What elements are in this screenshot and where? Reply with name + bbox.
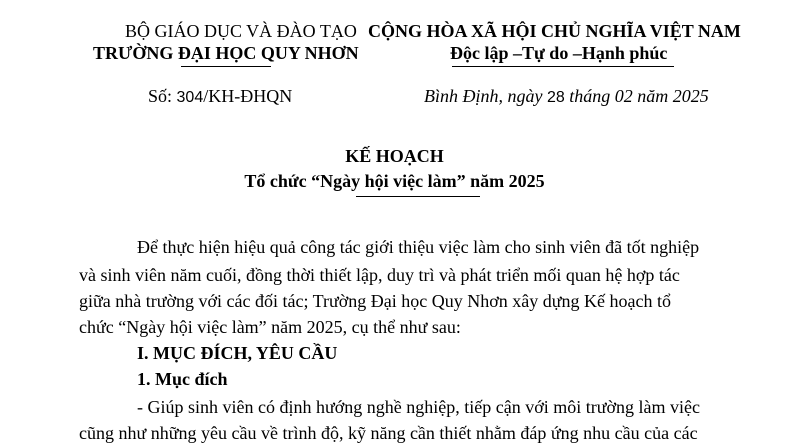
date-day: 28 <box>547 89 565 106</box>
purpose-line-2: cũng như những yêu cầu về trình độ, kỹ năng cần thiết nhằm đáp ứng nhu cầu của các <box>79 423 698 443</box>
reference-suffix: /KH-ĐHQN <box>203 86 293 106</box>
motto: Độc lập –Tự do –Hạnh phúc <box>450 43 668 63</box>
document-date <box>424 87 709 106</box>
intro-line-4: chức “Ngày hội việc làm” năm 2025, cụ thể như sau: <box>79 317 461 337</box>
country-name: CỘNG HÒA XÃ HỘI CHỦ NGHĨA VIỆT NAM <box>368 21 741 41</box>
date-rest: tháng 02 năm 2025 <box>564 86 709 106</box>
ministry-name: BỘ GIÁO DỤC VÀ ĐÀO TẠO <box>125 21 357 41</box>
intro-line-2: và sinh viên năm cuối, đồng thời thiết lập, duy trì và phát triển mối quan hệ hợp tác <box>79 265 680 285</box>
document-title: KẾ HOẠCH <box>345 146 444 166</box>
reference-prefix: Số: <box>148 86 177 106</box>
reference-number <box>148 87 292 106</box>
subsection-heading: 1. Mục đích <box>137 369 228 389</box>
intro-line-3: giữa nhà trường với các đối tác; Trường Đại học Quy Nhơn xây dựng Kế hoạch tổ <box>79 291 671 311</box>
document-subtitle: Tổ chức “Ngày hội việc làm” năm 2025 <box>244 171 545 191</box>
purpose-line-1: - Giúp sinh viên có định hướng nghề nghiệp, tiếp cận với môi trường làm việc <box>137 397 700 417</box>
motto-underline <box>452 66 674 67</box>
reference-value: 304 <box>176 89 204 106</box>
date-prefix: Bình Định, ngày <box>424 86 547 106</box>
intro-line-1: Để thực hiện hiệu quả công tác giới thiệu việc làm cho sinh viên đã tốt nghiệp <box>137 237 700 257</box>
section-heading: I. MỤC ĐÍCH, YÊU CẦU <box>137 343 338 363</box>
university-underline <box>181 66 271 67</box>
university-name: TRƯỜNG ĐẠI HỌC QUY NHƠN <box>93 43 359 63</box>
title-underline <box>356 196 480 197</box>
